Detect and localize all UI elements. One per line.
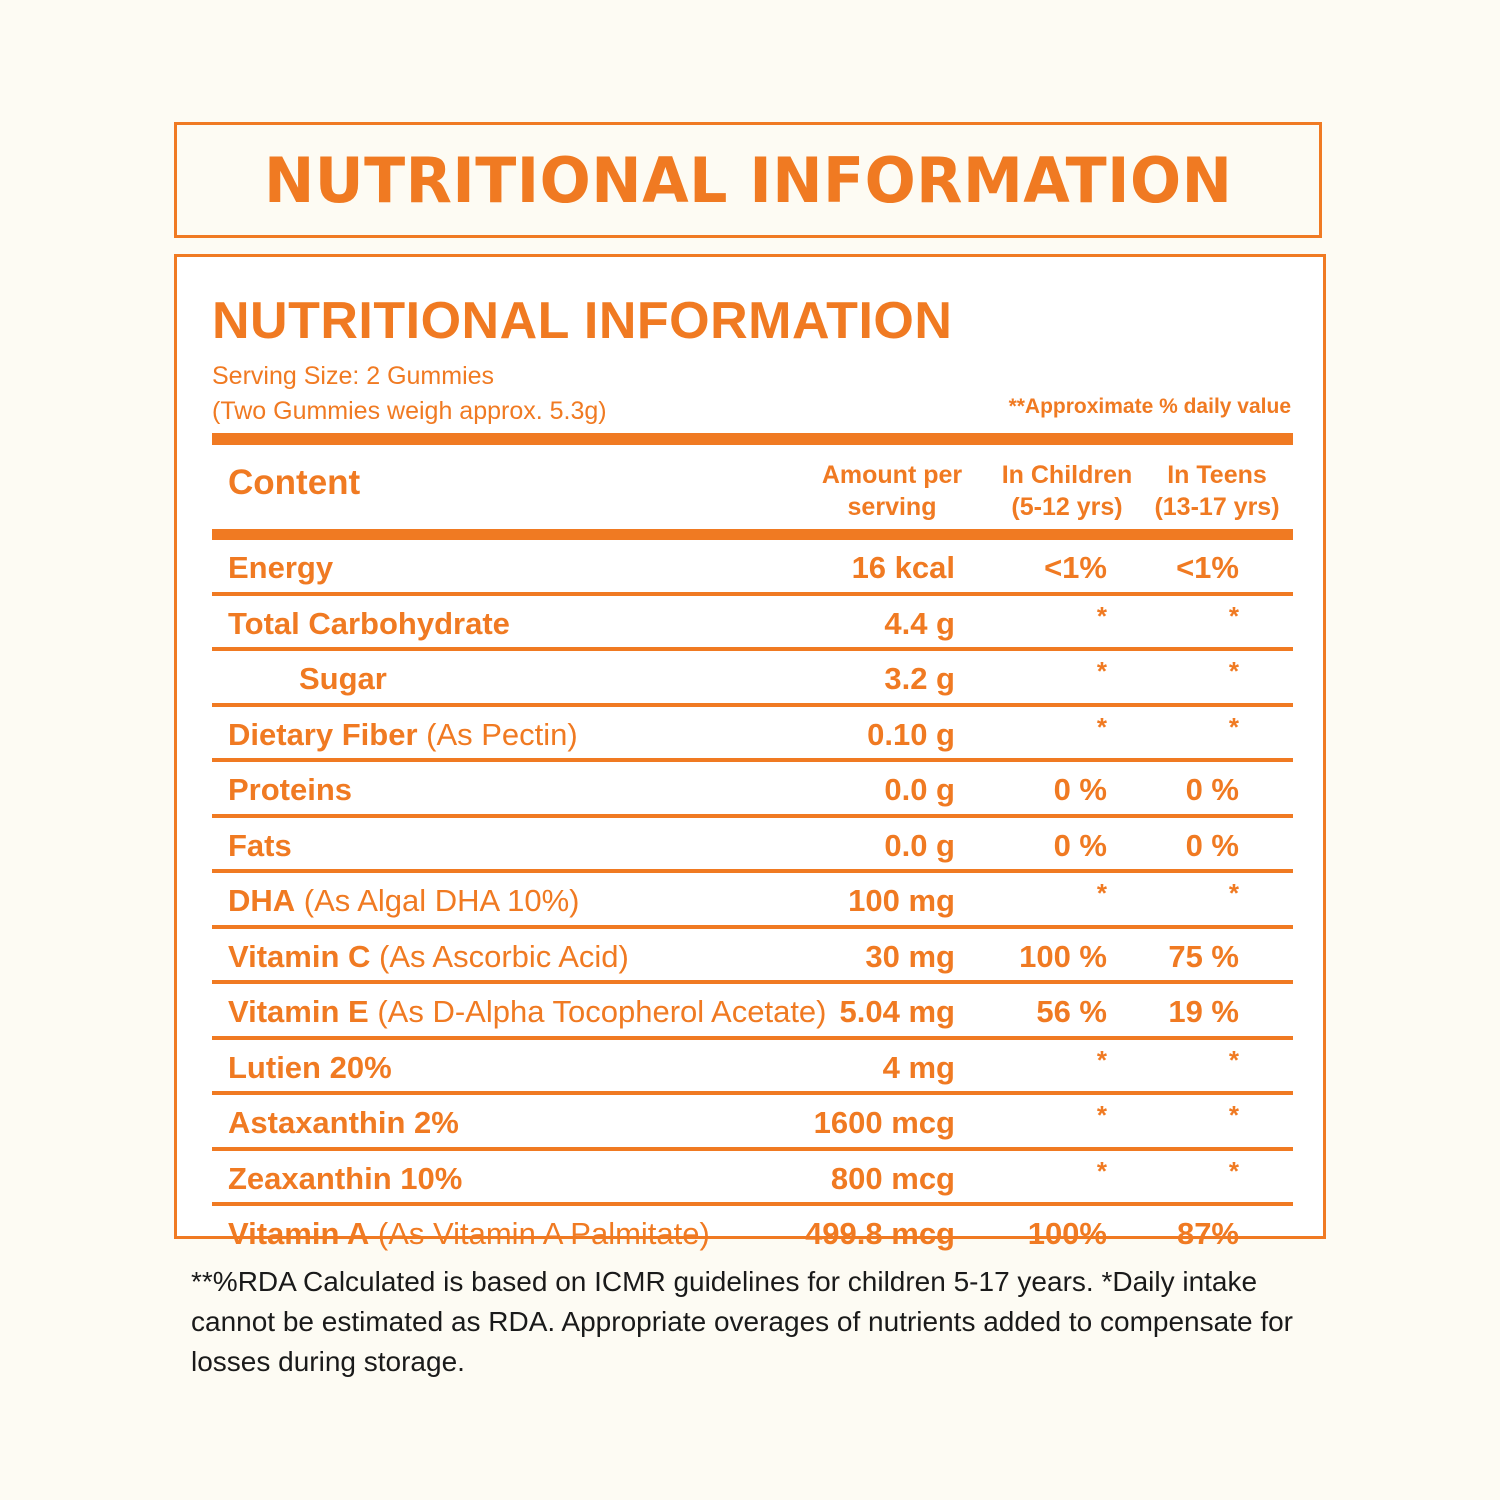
table-row xyxy=(212,818,1293,874)
daily-value-teens: * xyxy=(1228,1044,1239,1075)
nutrient-label: Sugar xyxy=(299,661,387,696)
amount-per-serving: 5.04 mg xyxy=(839,994,955,1029)
nutrient-label: Vitamin A xyxy=(228,1216,370,1251)
daily-value-children: 100% xyxy=(1027,1216,1107,1251)
daily-value-teens: * xyxy=(1228,1155,1239,1186)
nutrient-source-note: (As Ascorbic Acid) xyxy=(379,938,629,974)
nutrient-name xyxy=(228,540,333,596)
serving-size: Serving Size: 2 Gummies xyxy=(212,362,495,390)
table-row xyxy=(212,707,1293,763)
nutrient-name xyxy=(228,1095,459,1151)
daily-value-children: 0 % xyxy=(1053,827,1107,863)
daily-value-teens: 0 % xyxy=(1185,827,1239,863)
nutrient-label: Zeaxanthin 10% xyxy=(228,1160,463,1196)
header-teens-line2: (13-17 yrs) xyxy=(1154,493,1280,521)
nutrient-label: Fats xyxy=(228,827,292,863)
top-banner xyxy=(174,122,1322,238)
daily-value-children: * xyxy=(1096,878,1107,908)
table-row xyxy=(212,873,1293,929)
nutrient-source-note: (As Algal DHA 10%) xyxy=(303,883,580,918)
nutrient-source-note: (As D-Alpha Tocopherol Acetate) xyxy=(377,994,827,1029)
serving-info xyxy=(212,359,607,429)
nutrient-name xyxy=(228,596,510,652)
table-row xyxy=(212,1095,1293,1151)
amount-per-serving: 1600 mcg xyxy=(813,1105,955,1140)
header-amount-line1: Amount per xyxy=(821,461,963,489)
nutrient-label: Vitamin E xyxy=(228,994,369,1029)
nutrient-label: Lutien 20% xyxy=(228,1049,392,1085)
nutrient-source-note: (As Pectin) xyxy=(426,716,578,752)
nutrient-label: Proteins xyxy=(228,772,353,807)
nutrient-label: Vitamin C xyxy=(228,938,371,974)
nutrient-name xyxy=(228,1151,462,1207)
table-row xyxy=(212,540,1293,596)
daily-value-children: 0 % xyxy=(1053,772,1107,807)
daily-value-teens: * xyxy=(1228,656,1239,686)
daily-value-teens: * xyxy=(1228,1100,1239,1130)
amount-per-serving: 0.10 g xyxy=(867,716,955,752)
daily-value-children: * xyxy=(1096,711,1107,742)
header-amount xyxy=(817,459,967,523)
daily-value-children: 56 % xyxy=(1036,994,1107,1029)
nutrient-name xyxy=(228,984,827,1040)
header-content: Content xyxy=(228,463,361,502)
daily-value-teens: 0 % xyxy=(1185,772,1239,807)
nutrient-name xyxy=(299,651,387,707)
table-row xyxy=(212,984,1293,1040)
table-row xyxy=(212,762,1293,818)
nutrient-name xyxy=(228,1206,710,1262)
nutrition-panel xyxy=(174,254,1326,1251)
amount-per-serving: 0.0 g xyxy=(884,827,955,863)
approx-daily-value-note: **Approximate % daily value xyxy=(1008,395,1291,418)
nutrient-name xyxy=(228,929,629,985)
header-bottom-rule xyxy=(212,529,1293,540)
serving-weight: (Two Gummies weigh approx. 5.3g) xyxy=(212,397,607,425)
table-row xyxy=(212,651,1293,707)
daily-value-children: * xyxy=(1096,1044,1107,1075)
nutrient-label: Astaxanthin 2% xyxy=(228,1105,459,1140)
daily-value-teens: * xyxy=(1228,711,1239,742)
header-children xyxy=(997,459,1137,523)
footnote: **%RDA Calculated is based on ICMR guidelines for children 5-17 years. *Daily intake cannot be estimated as RDA. Appropriate overages of nutrients added to compensate for losses during storage. xyxy=(191,1266,1293,1377)
nutrient-label: DHA xyxy=(228,883,296,918)
daily-value-children: * xyxy=(1096,1100,1107,1130)
nutrient-source-note: (As Vitamin A Palmitate) xyxy=(377,1216,710,1251)
header-children-line1: In Children xyxy=(1001,461,1133,489)
nutrient-name xyxy=(228,707,578,763)
daily-value-children: <1% xyxy=(1044,550,1107,585)
nutrient-name xyxy=(228,762,352,818)
daily-value-children: * xyxy=(1096,600,1107,631)
daily-value-teens: 75 % xyxy=(1168,938,1239,974)
nutrient-label: Dietary Fiber xyxy=(228,716,418,752)
amount-per-serving: 800 mcg xyxy=(830,1160,955,1196)
amount-per-serving: 4.4 g xyxy=(884,605,955,641)
nutrient-table xyxy=(212,540,1293,1258)
amount-per-serving: 30 mg xyxy=(865,938,955,974)
amount-per-serving: 0.0 g xyxy=(884,772,955,807)
nutrient-name xyxy=(228,873,579,929)
header-teens-line1: In Teens xyxy=(1167,461,1267,489)
banner-title: NUTRITIONAL INFORMATION xyxy=(263,143,1233,217)
header-amount-line2: serving xyxy=(847,493,937,521)
panel-title: NUTRITIONAL INFORMATION xyxy=(212,292,953,350)
daily-value-teens: 19 % xyxy=(1168,994,1239,1029)
nutrient-name xyxy=(228,818,292,874)
amount-per-serving: 16 kcal xyxy=(851,550,955,585)
daily-value-children: * xyxy=(1096,656,1107,686)
header-teens xyxy=(1147,459,1287,523)
table-row xyxy=(212,1151,1293,1207)
table-row xyxy=(212,596,1293,652)
daily-value-children: * xyxy=(1096,1155,1107,1186)
amount-per-serving: 3.2 g xyxy=(884,661,955,696)
header-top-rule xyxy=(212,433,1293,445)
daily-value-children: 100 % xyxy=(1019,938,1107,974)
daily-value-teens: 87% xyxy=(1176,1216,1239,1251)
amount-per-serving: 4 mg xyxy=(882,1049,955,1085)
header-children-line2: (5-12 yrs) xyxy=(1011,493,1123,521)
daily-value-teens: * xyxy=(1228,600,1239,631)
table-row xyxy=(212,1206,1293,1258)
amount-per-serving: 100 mg xyxy=(848,883,955,918)
nutrient-label: Energy xyxy=(228,550,334,585)
nutrient-label: Total Carbohydrate xyxy=(228,605,510,641)
table-row xyxy=(212,929,1293,985)
table-row xyxy=(212,1040,1293,1096)
daily-value-teens: * xyxy=(1228,878,1239,908)
daily-value-teens: <1% xyxy=(1176,550,1239,585)
nutrient-name xyxy=(228,1040,392,1096)
amount-per-serving: 499.8 mcg xyxy=(805,1216,955,1251)
